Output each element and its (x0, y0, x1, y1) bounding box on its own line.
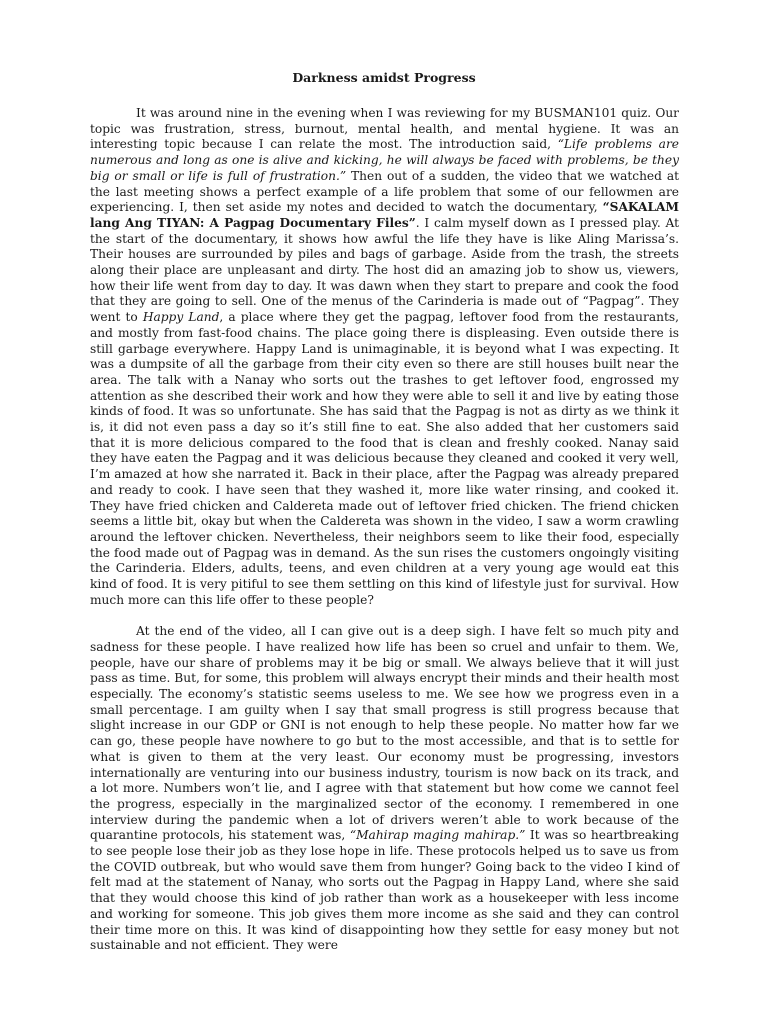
text-run: At the end of the video, all I can give out is a deep sigh. I have felt so much pity and sadness for these people. I have realized how life has been so cruel and unfair to them. We, people, have our share of problems may it be big or small. We always believe that it will just pass as time. But, for some, this problem will always encrypt their minds and their health most especially. The economy’s statistic seems useless to me. We see how we progress even in a small percentage. I am guilty when I say that small progress is still progress because that slight increase in our GDP or GNI is not enough to help these people. No matter how far we can go, these people have nowhere to go but to the most accessible, and that is to settle for what is given to them at the very least. Our economy must be progressing, investors internationally are venturing into our business industry, tourism is now back on its track, and a lot more. Numbers won’t lie, and I agree with that statement but how come we cannot feel the progress, especially in the marginalized sector of the economy. I remembered in one interview during the pandemic when a lot of drivers weren’t able to work because of the quarantine protocols, his statement was, (90, 624, 679, 843)
bold-text: “SAKALAM lang Ang TIYAN: A Pagpag Documentary Files” (90, 200, 679, 230)
text-run: It was so heartbreaking to see people lose their job as they lose hope in life. These protocols helped us to save us from the COVID outbreak, but who would save them from hunger? Going back to the video I kind of felt mad at the statement of Nanay, who sorts out the Pagpag in Happy Land, where she said that they would choose this kind of job rather than work as a housekeeper with less income and working for someone. This job gives them more income as she said and they can control their time more on this. It was kind of disappointing how they settle for easy money but not sustainable and not efficient. They were (90, 828, 679, 953)
document-title: Darkness amidst Progress (292, 70, 476, 85)
text-run: It was around nine in the evening when I was reviewing for my BUSMAN101 quiz. Our topic was frustration, stress, burnout, mental health, and mental hygiene. It was an interesting topic because I can relate the most. The introduction said, (90, 106, 679, 152)
italic-quote: “Life problems are numerous and long as one is alive and kicking, he will always be faced with problems, be they big or small or life is full of frustration.” (90, 137, 679, 183)
text-run: . I calm myself down as I pressed play. At the start of the documentary, it shows how awful the life they have is like Aling Marissa’s. Their houses are surrounded by piles and bags of garbage. Aside from the trash, the streets along their place are unpleasant and dirty. The host did an amazing job to show us, viewers, how their life went from day to day. It was dawn when they start to prepare and cook the food that they are going to sell. One of the menus of the Carinderia is made out of “Pagpag”. They went to (90, 215, 679, 325)
italic-quote: “Mahirap maging mahirap.” (349, 828, 526, 843)
text-run: , a place where they get the pagpag, leftover food from the restaurants, and mostly from fast-food chains. The place going there is displeasing. Even outside there is still garbage everywhere. Happy Land is unimaginable, it is beyond what I was expecting. It was a dumpsite of all the garbage from their city even so there are still houses built near the area. The talk with a Nanay who sorts out the trashes to get leftover food, engrossed my attention as she described their work and how they were able to sell it and live by eating those kinds of food. It was so unfortunate. She has said that the Pagpag is not as dirty as we think it is, it did not even pass a day so it’s still fine to eat. She also added that her customers said that it is more delicious compared to the food that is clean and freshly cooked. Nanay said they have eaten the Pagpag and it was delicious because they cleaned and cooked it very well, I’m amazed at how she narrated it. Back in their place, after the Pagpag was already prepared and ready to cook. I have seen that they washed it, more like water rinsing, and cooked it. They have fried chicken and Caldereta made out of leftover fried chicken. The friend chicken seems a little bit, okay but when the Caldereta was shown in the video, I saw a worm crawling around the leftover chicken. Nevertheless, their neighbors seem to like their food, especially the food made out of Pagpag was in demand. As the sun rises the customers ongoingly visiting the Carinderia. Elders, adults, teens, and even children at a very young age would eat this kind of food. It is very pitiful to see them settling on this kind of lifestyle just for survival. How much more can this life offer to these people? (90, 310, 679, 607)
document-body (90, 106, 679, 954)
paragraph (90, 624, 679, 954)
text-run: Then out of a sudden, the video that we watched at the last meeting shows a perfect example of a life problem that some of our fellowmen are experiencing. I, then set aside my notes and decided to watch the documentary, (90, 168, 679, 215)
italic-quote: Happy Land (142, 310, 220, 325)
paragraph (90, 106, 679, 609)
